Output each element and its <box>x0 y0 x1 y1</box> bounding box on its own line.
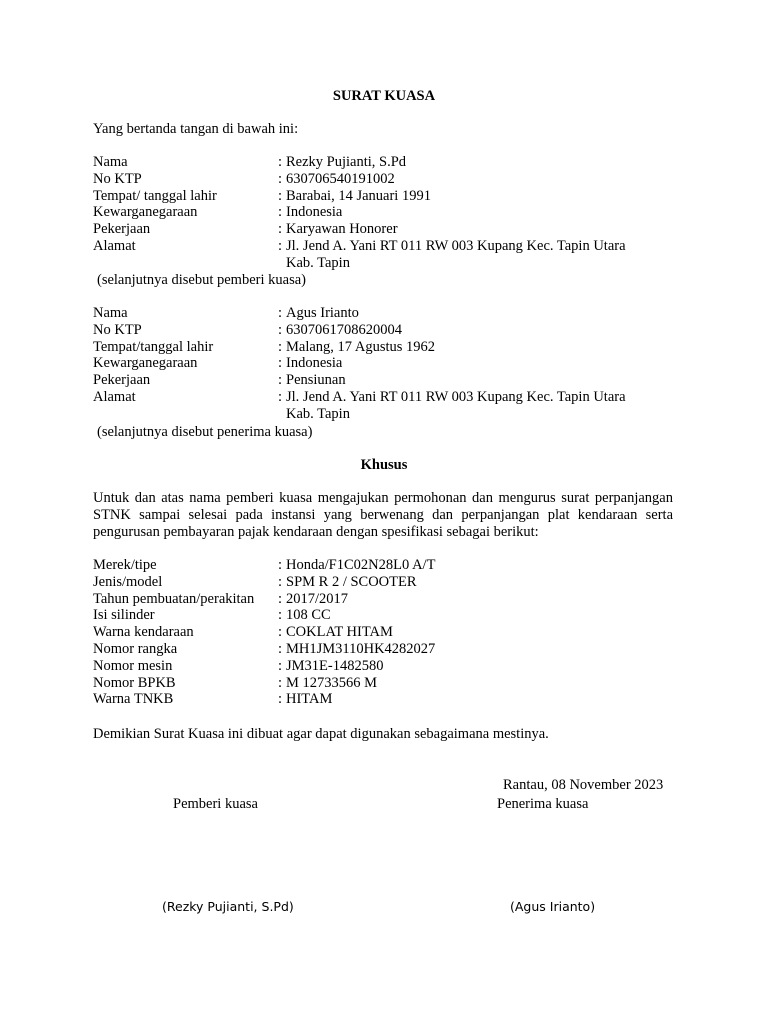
section-heading: Khusus <box>360 457 408 473</box>
colon: : <box>278 338 283 355</box>
field-label: Tahun pembuatan/perakitan <box>93 590 255 607</box>
field-value-wrap <box>278 389 668 423</box>
field-value: 6307061708620004 <box>286 321 402 338</box>
field-label: Tempat/ tanggal lahir <box>93 187 217 204</box>
field-label: Nama <box>93 305 128 321</box>
colon: : <box>278 674 283 691</box>
field-value: 630706540191002 <box>286 170 395 187</box>
field-label: Nomor BPKB <box>93 674 176 691</box>
field-value: M 12733566 M <box>286 674 378 691</box>
field-label: Alamat <box>93 388 136 405</box>
field-value-wrap <box>278 154 668 171</box>
colon: : <box>278 640 283 657</box>
field-value: SPM R 2 / SCOOTER <box>286 573 417 590</box>
field-value: Rezky Pujianti, S.Pd <box>286 154 407 170</box>
grantee-details <box>93 305 668 423</box>
field-value-wrap <box>278 171 668 188</box>
grantor-signature-name: (Rezky Pujianti, S.Pd) <box>162 899 294 914</box>
field-value-wrap <box>278 238 668 272</box>
place-date: Rantau, 08 November 2023 <box>503 777 664 793</box>
field-label: Warna kendaraan <box>93 624 194 641</box>
field-label: No KTP <box>93 170 142 187</box>
field-value-wrap <box>278 355 668 372</box>
vehicle-details <box>93 557 668 708</box>
colon: : <box>278 154 283 170</box>
field-label: Alamat <box>93 237 136 254</box>
colon: : <box>278 355 283 372</box>
vehicle-row <box>93 574 668 591</box>
field-value: HITAM <box>286 691 333 708</box>
field-value-wrap <box>278 305 668 322</box>
grantor-row-pekerjaan <box>93 221 668 238</box>
field-value: Indonesia <box>286 355 343 372</box>
field-value-wrap <box>278 574 668 591</box>
field-value: 108 CC <box>286 607 331 624</box>
colon: : <box>278 573 283 590</box>
field-value-wrap <box>278 339 668 356</box>
field-label: Kewarganegaraan <box>93 204 198 221</box>
grantee-row-nama <box>93 305 668 322</box>
field-value-wrap <box>278 658 668 675</box>
grantor-row-kewarganegaraan <box>93 204 668 221</box>
grantor-row-nama <box>93 154 668 171</box>
grantor-row-ktp <box>93 171 668 188</box>
document-title: SURAT KUASA <box>332 88 436 104</box>
field-label: No KTP <box>93 321 142 338</box>
field-value-continuation: Kab. Tapin <box>286 405 350 422</box>
grantee-signature-label: Penerima kuasa <box>497 796 589 812</box>
colon: : <box>278 187 283 204</box>
field-value-wrap <box>278 204 668 221</box>
colon: : <box>278 607 283 624</box>
field-label: Nomor rangka <box>93 640 178 657</box>
grantor-row-alamat <box>93 238 668 272</box>
colon: : <box>278 305 283 321</box>
field-label: Tempat/tanggal lahir <box>93 338 214 355</box>
grantor-note: (selanjutnya disebut pemberi kuasa) <box>97 272 306 288</box>
colon: : <box>278 170 283 187</box>
grantee-row-pekerjaan <box>93 372 668 389</box>
colon: : <box>278 221 283 238</box>
grantor-details <box>93 154 668 272</box>
vehicle-row <box>93 641 668 658</box>
grantee-row-kewarganegaraan <box>93 355 668 372</box>
grantor-signature-label: Pemberi kuasa <box>173 796 258 812</box>
field-value: Jl. Jend A. Yani RT 011 RW 003 Kupang Kec. Tapin Utara <box>286 237 626 254</box>
colon: : <box>278 624 283 641</box>
colon: : <box>278 590 283 607</box>
field-value: Malang, 17 Agustus 1962 <box>286 338 436 355</box>
field-value-wrap <box>278 591 668 608</box>
field-value: Honda/F1C02N28L0 A/T <box>286 557 436 573</box>
field-value: Indonesia <box>286 204 343 221</box>
field-label: Merek/tipe <box>93 557 157 573</box>
field-value-wrap <box>278 675 668 692</box>
field-value: Agus Irianto <box>286 305 359 321</box>
body-paragraph: Untuk dan atas nama pemberi kuasa mengajukan permohonan dan mengurus surat perpanjangan STNK sampai selesai pada instansi yang berwenang dan perpanjangan plat kendaraan serta pengurusan pembayaran pajak kendaraan dengan spesifikasi sebagai berikut: <box>93 490 673 540</box>
field-value: Jl. Jend A. Yani RT 011 RW 003 Kupang Kec. Tapin Utara <box>286 388 626 405</box>
field-value: MH1JM3110HK4282027 <box>286 640 436 657</box>
field-value: 2017/2017 <box>286 590 349 607</box>
field-value-wrap <box>278 641 668 658</box>
field-value: Barabai, 14 Januari 1991 <box>286 187 431 204</box>
field-value-wrap <box>278 188 668 205</box>
field-label: Pekerjaan <box>93 372 151 389</box>
field-value: Karyawan Honorer <box>286 221 398 238</box>
field-value: Pensiunan <box>286 372 346 389</box>
field-label: Nomor mesin <box>93 657 173 674</box>
colon: : <box>278 237 283 254</box>
vehicle-row <box>93 624 668 641</box>
colon: : <box>278 691 283 708</box>
field-label: Nama <box>93 154 128 170</box>
intro-text: Yang bertanda tangan di bawah ini: <box>93 121 299 137</box>
grantee-row-ttl <box>93 339 668 356</box>
colon: : <box>278 204 283 221</box>
vehicle-row <box>93 557 668 574</box>
grantor-row-ttl <box>93 188 668 205</box>
field-value-wrap <box>278 557 668 574</box>
vehicle-row <box>93 658 668 675</box>
field-label: Pekerjaan <box>93 221 151 238</box>
grantee-row-alamat <box>93 389 668 423</box>
vehicle-row <box>93 591 668 608</box>
colon: : <box>278 657 283 674</box>
grantee-note: (selanjutnya disebut penerima kuasa) <box>97 424 313 440</box>
vehicle-row <box>93 675 668 692</box>
colon: : <box>278 557 283 573</box>
field-label: Isi silinder <box>93 607 155 624</box>
colon: : <box>278 388 283 405</box>
grantee-row-ktp <box>93 322 668 339</box>
field-value-wrap <box>278 624 668 641</box>
field-value-wrap <box>278 221 668 238</box>
field-value: JM31E-1482580 <box>286 657 384 674</box>
closing-statement: Demikian Surat Kuasa ini dibuat agar dapat digunakan sebagaimana mestinya. <box>93 726 549 742</box>
field-value-continuation: Kab. Tapin <box>286 254 350 271</box>
field-value-wrap <box>278 607 668 624</box>
field-value: COKLAT HITAM <box>286 624 393 641</box>
field-value-wrap <box>278 322 668 339</box>
field-value-wrap <box>278 691 668 708</box>
field-label: Kewarganegaraan <box>93 355 198 372</box>
vehicle-row <box>93 607 668 624</box>
field-label: Warna TNKB <box>93 691 174 708</box>
colon: : <box>278 372 283 389</box>
field-label: Jenis/model <box>93 573 163 590</box>
grantee-signature-name: (Agus Irianto) <box>510 899 596 914</box>
vehicle-row <box>93 691 668 708</box>
field-value-wrap <box>278 372 668 389</box>
colon: : <box>278 321 283 338</box>
